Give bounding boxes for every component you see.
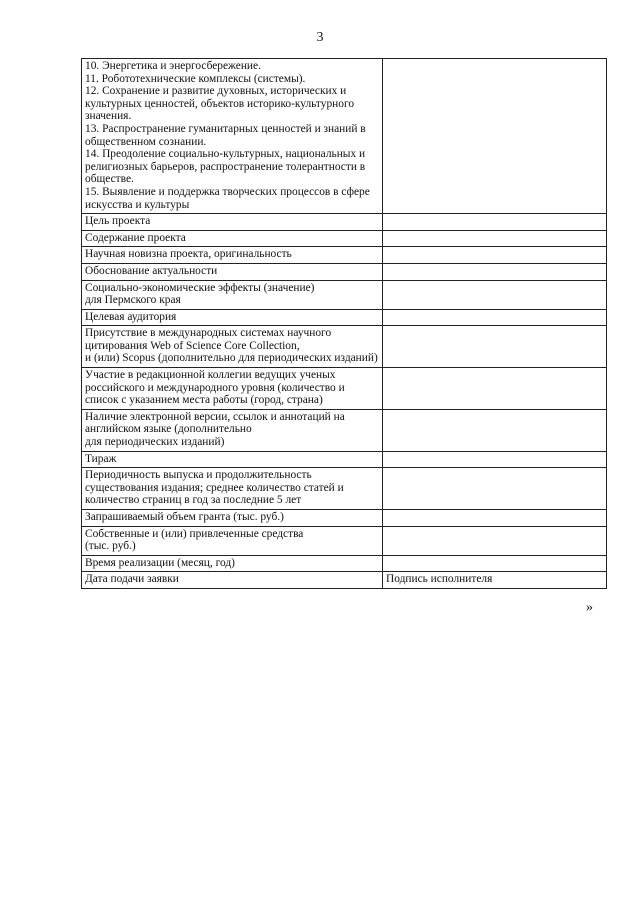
- row-value: [383, 555, 607, 572]
- row-value: [383, 214, 607, 231]
- table-row: [82, 510, 607, 527]
- row-label: Наличие электронной версии, ссылок и аннотаций на английском языке (дополнительно для периодических изданий): [82, 409, 383, 451]
- row-value: [383, 309, 607, 326]
- row-label: Социально-экономические эффекты (значение) для Пермского края: [82, 280, 383, 309]
- table-row: [82, 555, 607, 572]
- row-label: Периодичность выпуска и продолжительность существования издания; среднее количество статей и количество страниц в год за последние 5 лет: [82, 468, 383, 510]
- row-label: Цель проекта: [82, 214, 383, 231]
- row-value: [383, 526, 607, 555]
- row-value: [383, 468, 607, 510]
- row-value: [383, 280, 607, 309]
- row-value: [383, 409, 607, 451]
- table-row: [82, 451, 607, 468]
- page-number: 3: [316, 30, 324, 45]
- table-row: [82, 247, 607, 264]
- row-label: Участие в редакционной коллегии ведущих ученых российского и международного уровня (количество и список с указанием места работы (город, страна): [82, 368, 383, 410]
- row-label: Научная новизна проекта, оригинальность: [82, 247, 383, 264]
- application-form-table: [81, 58, 607, 589]
- closing-quote: »: [586, 600, 593, 615]
- row-label: Обоснование актуальности: [82, 263, 383, 280]
- row-label: Содержание проекта: [82, 230, 383, 247]
- table-row: [82, 59, 607, 214]
- table-row: [82, 368, 607, 410]
- row-value: [383, 368, 607, 410]
- row-value: [383, 451, 607, 468]
- table-row: [82, 572, 607, 589]
- row-label: Тираж: [82, 451, 383, 468]
- row-label: Собственные и (или) привлеченные средства (тыс. руб.): [82, 526, 383, 555]
- row-value: [383, 510, 607, 527]
- submission-date-label: Дата подачи заявки: [82, 572, 383, 589]
- row-label: Присутствие в международных системах научного цитирования Web of Science Core Collection, и (или) Scopus (дополнительно для периодических изданий): [82, 326, 383, 368]
- row-value: [383, 230, 607, 247]
- row-value: [383, 59, 607, 214]
- table-row: [82, 230, 607, 247]
- row-value: [383, 247, 607, 264]
- table-row: [82, 263, 607, 280]
- row-value: [383, 263, 607, 280]
- table-row: [82, 526, 607, 555]
- row-label: 10. Энергетика и энергосбережение. 11. Робототехнические комплексы (системы). 12. Сохранение и развитие духовных, исторических и культурных ценностей, объектов историко-культурного значения. 13. Распространение гуманитарных ценностей и знаний в общественном сознании. 14. Преодоление социально-культурных, национальных и религиозных барьеров, распространение толерантности в обществе. 15. Выявление и поддержка творческих процессов в сфере искусства и культуры: [82, 59, 383, 214]
- table-row: [82, 309, 607, 326]
- table-row: [82, 214, 607, 231]
- table-row: [82, 409, 607, 451]
- table-row: [82, 468, 607, 510]
- executor-signature-label: Подпись исполнителя: [383, 572, 607, 589]
- row-label: Время реализации (месяц, год): [82, 555, 383, 572]
- table-row: [82, 326, 607, 368]
- row-label: Запрашиваемый объем гранта (тыс. руб.): [82, 510, 383, 527]
- row-label: Целевая аудитория: [82, 309, 383, 326]
- table-row: [82, 280, 607, 309]
- row-value: [383, 326, 607, 368]
